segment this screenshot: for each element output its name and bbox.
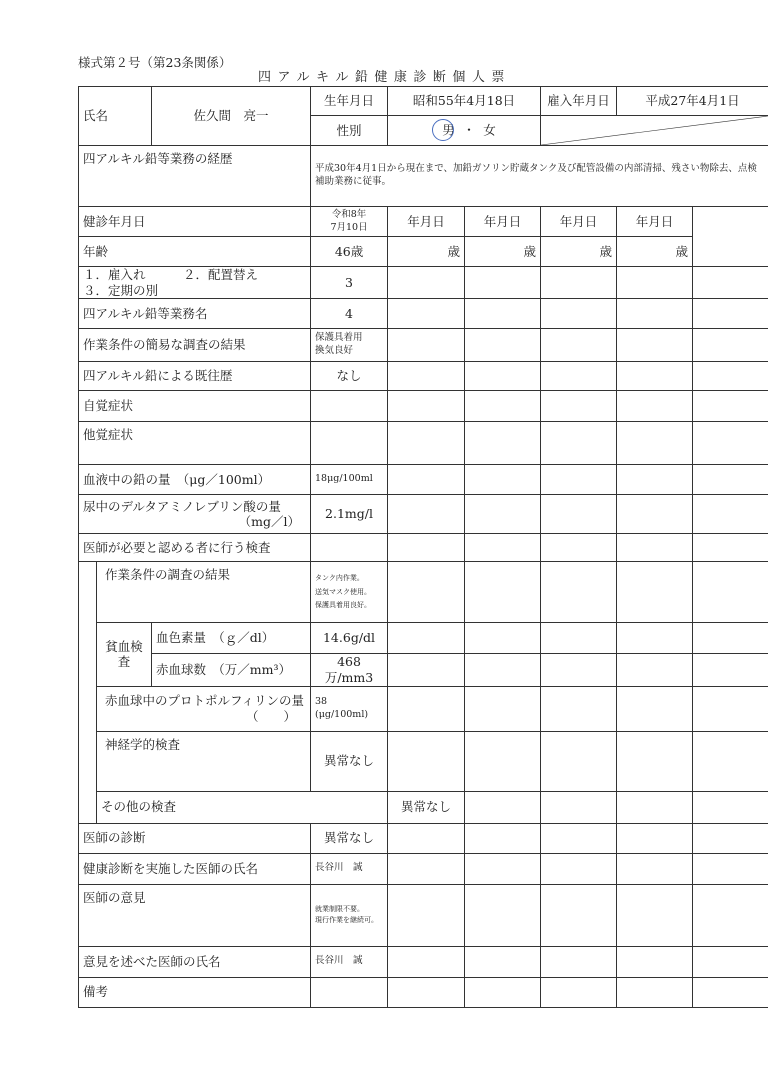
anemia-test-label: 貧血検査 bbox=[97, 623, 152, 686]
exam-date-col2: 年月日 bbox=[388, 207, 465, 237]
other-tests-value: 異常なし bbox=[388, 791, 465, 823]
protoporphyrin-label-line1: 赤血球中のプロトポルフィリンの量 bbox=[105, 692, 305, 708]
sex-female: 女 bbox=[483, 122, 496, 137]
exam-date-value: 令和8年 7月10日 bbox=[311, 207, 388, 237]
age-col2: 歳 bbox=[388, 237, 465, 267]
ala-label-line2: （mg／l） bbox=[238, 514, 301, 530]
exam-date-label: 健診年月日 bbox=[79, 207, 311, 237]
hemoglobin-label: 血色素量 （ｇ／dl） bbox=[152, 623, 311, 654]
history-label: 四アルキル鉛等業務の経歴 bbox=[79, 146, 311, 207]
age-col5: 歳 bbox=[617, 237, 693, 267]
exam-type-value: 3 bbox=[311, 267, 388, 299]
neurological-test-label: 神経学的検査 bbox=[97, 731, 311, 791]
ala-label bbox=[79, 495, 311, 534]
past-history-value: なし bbox=[311, 362, 388, 391]
exam-date-col5: 年月日 bbox=[617, 207, 693, 237]
past-history-label: 四アルキル鉛による既往歴 bbox=[79, 362, 311, 391]
name-label: 氏名 bbox=[79, 87, 152, 146]
blank-diagonal-cell bbox=[541, 116, 768, 146]
opinion-doctor-value: 長谷川 誠 bbox=[311, 946, 388, 977]
age-col4: 歳 bbox=[541, 237, 617, 267]
protoporphyrin-label-line2: （ ） bbox=[246, 708, 297, 724]
exam-type-label bbox=[79, 267, 311, 299]
selection-circle bbox=[432, 119, 454, 141]
exam-doctor-value: 長谷川 誠 bbox=[311, 853, 388, 884]
birth-label: 生年月日 bbox=[311, 87, 388, 116]
remarks-label: 備考 bbox=[79, 977, 311, 1007]
diagnosis-label: 医師の診断 bbox=[79, 823, 311, 853]
indent-cell bbox=[79, 562, 97, 823]
form-number: 様式第２号（第23条関係） bbox=[78, 55, 232, 70]
document-title: 四アルキル鉛健康診断個人票 bbox=[258, 70, 511, 85]
diagonal-line bbox=[541, 116, 768, 145]
subjective-symptoms-label: 自覚症状 bbox=[79, 391, 311, 422]
doctor-opinion-value: 就業制限不要。 現行作業を継続可。 bbox=[311, 884, 388, 946]
history-value: 平成30年4月1日から現在まで、加鉛ガソリン貯蔵タンク及び配管設備の内部清掃、残さい物除去、点検補助業務に従事。 bbox=[311, 146, 768, 207]
protoporphyrin-value: 38 (μg/100ml) bbox=[311, 686, 388, 731]
sex-separator: ・ bbox=[462, 122, 476, 137]
age-col3: 歳 bbox=[465, 237, 541, 267]
doctor-opinion-label: 医師の意見 bbox=[79, 884, 311, 946]
exam-type-label-line1: １．雇入れ ２．配置替え bbox=[83, 267, 259, 282]
exam-date-col4: 年月日 bbox=[541, 207, 617, 237]
sex-male: 男 bbox=[442, 122, 455, 137]
health-exam-table bbox=[78, 86, 768, 1008]
work-name-value: 4 bbox=[311, 299, 388, 329]
other-tests-label: その他の検査 bbox=[97, 791, 388, 823]
rbc-count-label: 赤血球数 （万／mm³） bbox=[152, 654, 311, 686]
blood-lead-label: 血液中の鉛の量 （μg／100ml） bbox=[79, 465, 311, 495]
diagnosis-value: 異常なし bbox=[311, 823, 388, 853]
simple-survey-label: 作業条件の簡易な調査の結果 bbox=[79, 329, 311, 362]
protoporphyrin-label bbox=[97, 686, 311, 731]
ala-label-line1: 尿中のデルタアミノレブリン酸の量 bbox=[83, 498, 281, 514]
rbc-count-value: 468万/mm3 bbox=[311, 654, 388, 686]
simple-survey-value: 保護具着用 換気良好 bbox=[311, 329, 388, 362]
objective-symptoms-label: 他覚症状 bbox=[79, 422, 311, 465]
work-name-label: 四アルキル鉛等業務名 bbox=[79, 299, 311, 329]
age-label: 年齢 bbox=[79, 237, 311, 267]
work-condition-value: タンク内作業。 送気マスク使用。 保護具着用良好。 bbox=[311, 562, 388, 623]
opinion-doctor-label: 意見を述べた医師の氏名 bbox=[79, 946, 311, 977]
blood-lead-value: 18μg/100ml bbox=[311, 465, 388, 495]
exam-doctor-label: 健康診断を実施した医師の氏名 bbox=[79, 853, 311, 884]
exam-type-label-line2: ３．定期の別 bbox=[83, 282, 159, 298]
birth-date: 昭和55年4月18日 bbox=[388, 87, 541, 116]
exam-date-col3: 年月日 bbox=[465, 207, 541, 237]
work-condition-label: 作業条件の調査の結果 bbox=[97, 562, 311, 623]
hire-label: 雇入年月日 bbox=[541, 87, 617, 116]
doctor-required-label: 医師が必要と認める者に行う検査 bbox=[79, 534, 311, 562]
sex-field bbox=[388, 116, 541, 146]
sex-label: 性別 bbox=[311, 116, 388, 146]
ala-value: 2.1mg/l bbox=[311, 495, 388, 534]
neurological-test-value: 異常なし bbox=[311, 731, 388, 791]
person-name: 佐久間 亮一 bbox=[152, 87, 311, 146]
hemoglobin-value: 14.6g/dl bbox=[311, 623, 388, 654]
hire-date: 平成27年4月1日 bbox=[617, 87, 768, 116]
age-value: 46歳 bbox=[311, 237, 388, 267]
